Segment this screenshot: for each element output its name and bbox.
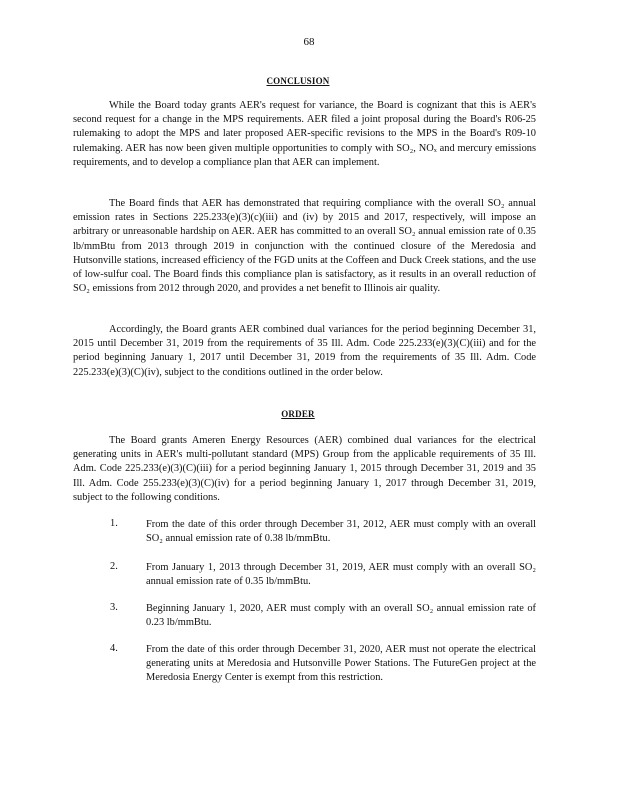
conclusion-paragraph-1: While the Board today grants AER's request for variance, the Board is cognizant that this is AER's second request for a change in the MPS requirements. AER filed a joint proposal during the Board's R06-25 rulemaking to adopt the MPS and later proposed AER-specific revisions to the MPS in the Board's R09-10 rulemaking. AER has now been given multiple opportunities to comply with SO₂, NOₓ and mercury emissions requirements, and to develop a compliance plan that AER can implement.	[73, 100, 536, 168]
condition-number: 2.	[110, 561, 118, 572]
condition-text: Beginning January 1, 2020, AER must comply with an overall SO₂ annual emission rate of 0.23 lb/mmBtu.	[146, 603, 536, 629]
order-heading: ORDER	[281, 409, 315, 419]
page-number: 68	[303, 36, 315, 48]
condition-text: From the date of this order through December 31, 2020, AER must not operate the electrical generating units at Meredosia and Hutsonville Power Stations. The FutureGen project at the Meredosia Energy Center is exempt from this restriction.	[146, 644, 536, 684]
condition-number: 1.	[110, 518, 118, 529]
conclusion-heading: CONCLUSION	[266, 76, 330, 86]
order-intro: The Board grants Ameren Energy Resources (AER) combined dual variances for the electrical generating units in AER's multi-pollutant standard (MPS) Group from the applicable requirements of 35 Ill. Adm. Code 225.233(e)(3)(C)(iii) for a period beginning January 1, 2015 through December 31, 2019 and 35 Ill. Adm. Code 255.233(e)(3)(C)(iv) for a period beginning January 1, 2017 through December 31, 2019, subject to the following conditions.	[73, 435, 536, 503]
condition-number: 4.	[110, 643, 118, 654]
conclusion-paragraph-3: Accordingly, the Board grants AER combined dual variances for the period beginning December 31, 2015 until December 31, 2019 from the requirements of 35 Ill. Adm. Code 225.233(e)(3)(C)(iii) and for the period beginning January 1, 2017 until December 31, 2019 from the requirements of 35 Ill. Adm. Code 225.233(e)(3)(C)(iv), subject to the conditions outlined in the order below.	[73, 324, 536, 378]
conclusion-paragraph-2: The Board finds that AER has demonstrated that requiring compliance with the overall SO₂ annual emission rates in Sections 225.233(e)(3)(c)(iii) and (iv) by 2015 and 2017, respectively, will impose an arbitrary or unreasonable hardship on AER. AER has committed to an overall SO₂ annual emission rate of 0.35 lb/mmBtu from 2013 through 2019 in conjunction with the continued closure of the Meredosia and Hutsonville stations, increased efficiency of the FGD units at the Coffeen and Duck Creek stations, and the use of low-sulfur coal. The Board finds this compliance plan is satisfactory, as it results in an overall reduction of SO₂ emissions from 2012 through 2020, and provides a net benefit to Illinois air quality.	[73, 198, 536, 295]
condition-text: From January 1, 2013 through December 31, 2019, AER must comply with an overall SO₂ annual emission rate of 0.35 lb/mmBtu.	[146, 562, 536, 588]
condition-text: From the date of this order through December 31, 2012, AER must comply with an overall SO₂ annual emission rate of 0.38 lb/mmBtu.	[146, 519, 536, 545]
condition-number: 3.	[110, 602, 118, 613]
